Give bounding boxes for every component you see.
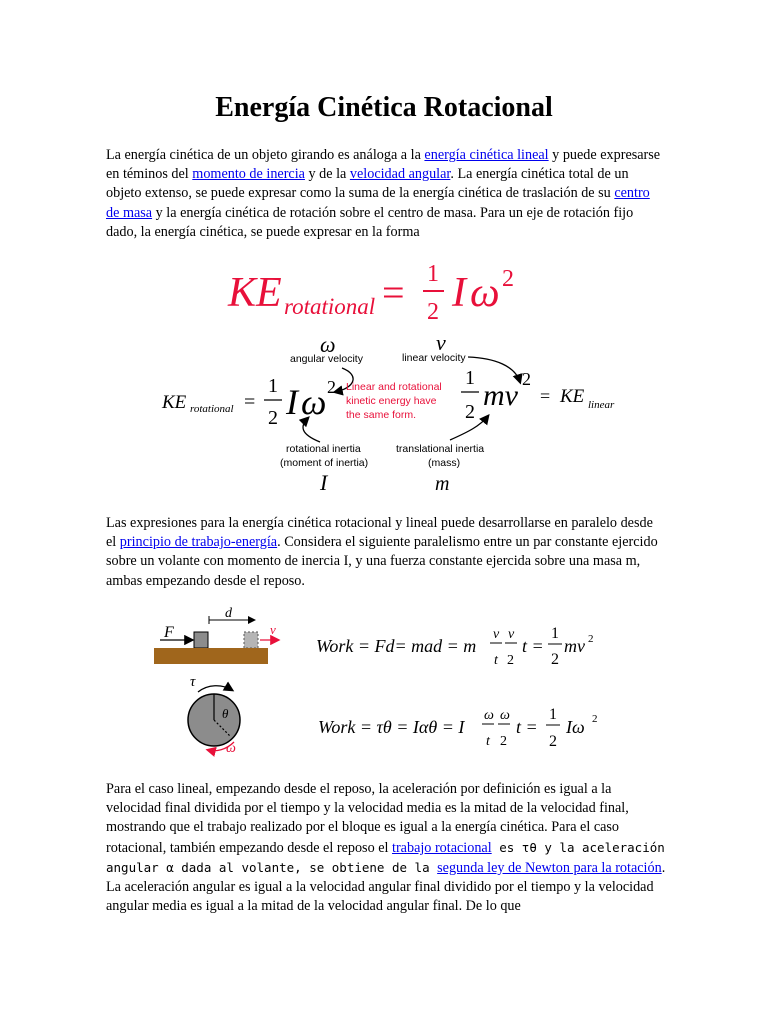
formula-ke: KE [228,270,282,316]
frac-1a: 1 [551,625,559,642]
text: y la energía cinética de rotación sobre el centro de masa. Para un eje de rotación fijo dado, la energía cinética, se puede expresar en la forma [106,204,634,240]
note-line-1: Linear and rotational [346,381,442,393]
ke-label: KE [162,392,187,413]
link-trabajo-rotacional[interactable]: trabajo rotacional [392,839,492,856]
block-moved [244,632,258,648]
formula-omega: ω [470,270,500,316]
paragraph-intro [106,146,666,242]
paragraph-rotational-case [106,780,666,916]
text: . Considera el siguiente paralelismo entre un par constante ejercido sobre un volante con momento de inercia I, y una fuerza constante ejercida sobre una masa m, ambas empezando desde el reposo. [106,534,658,589]
mass-label: (mass) [428,457,461,469]
torque-arrow [198,686,232,692]
translational-inertia-label: translational inertia [396,443,485,455]
text: La energía cinética de un objeto girando es análoga a la [106,147,425,163]
linear-velocity-label: linear velocity [402,352,466,364]
equals-sign: = [244,391,256,413]
formula-num: 1 [427,261,439,287]
frac-w2: ω [500,708,510,723]
Iw-term: Iω [566,717,585,737]
frac-w1: ω [484,708,494,723]
velocity-label: v [270,622,276,637]
frac-2d: 2 [549,733,557,750]
frac-2a: 2 [507,653,514,668]
link-centro-de-masa[interactable]: centro de masa [106,185,650,221]
link-energia-cinetica-lineal[interactable]: energía cinética lineal [424,147,549,163]
diagram-work-comparison [150,606,610,758]
exponent: 2 [327,377,336,397]
block [194,632,208,648]
tau-label: τ [190,674,196,690]
formula-I: I [452,270,466,316]
formula-sub: rotational [284,294,376,319]
I-bottom-symbol: I [320,470,328,495]
frac-1b: 1 [549,706,557,723]
v-symbol: v [436,330,446,355]
exponent-2: 2 [522,369,531,389]
frac-t1: t [494,653,498,668]
moment-of-inertia-label: (moment of inertia) [280,457,369,469]
fraction-num-2: 1 [465,367,475,389]
link-principio-trabajo-energia[interactable]: principio de trabajo-energía [119,534,278,551]
formula-den: 2 [427,299,439,325]
link-segunda-ley-newton-rotacion[interactable]: segunda ley de Newton para la rotación [437,859,662,876]
text-mono: es τθ y la aceleración angular α dada al volante, se obtiene de la [106,839,665,875]
t-eq-1: t = [522,636,544,656]
frac-v1: v [493,627,500,642]
frac-2b: 2 [551,651,559,668]
formula-equals: = [382,270,405,315]
text: y puede expresarse en téminos del [106,147,661,183]
formula-exp: 2 [502,266,514,292]
note-line-3: the same form. [346,409,417,421]
text: y de la [304,166,350,183]
work-rotational-eq: Work = τθ = Iαθ = I [318,717,465,737]
I-symbol: I [286,382,298,422]
fraction-num: 1 [268,375,278,397]
link-velocidad-angular[interactable]: velocidad angular [349,166,451,183]
link-momento-de-inercia[interactable]: momento de inercia [192,166,305,183]
diagram-linear-rotational-comparison [150,330,630,498]
t-eq-2: t = [516,717,538,737]
theta-label: θ [222,706,229,721]
force-label: F [164,624,174,641]
text: Las expresiones para la energía cinética rotacional y lineal puede desarrollarse en paralelo desde el [106,515,653,551]
equals-linear: = [540,386,551,406]
omega-term: ω [301,382,327,422]
mv-term: mv [483,379,518,412]
text: . La energía cinética total de un objeto extenso, se puede expresar como la suma de la energía cinética de traslación de su [106,166,629,202]
work-linear-eq: Work = Fd= mad = m [316,636,477,656]
fraction-den: 2 [268,407,278,429]
d-label: d [225,606,232,621]
rotational-inertia-label: rotational inertia [286,443,361,455]
page-title: Energía Cinética Rotacional [215,92,553,123]
ke-sub-rotational: rotational [190,403,234,415]
ke-linear: KE [560,386,585,407]
text: Para el caso lineal, empezando desde el reposo, la aceleración por definición es igual a la velocidad final dividida por el tiempo y la velocidad media es la mitad de la velocidad final, mostrando que el trabajo realizado por el bloque es igual a la energía cinética. Para el caso rotacional, también empezando desde el reposo el [106,781,629,856]
ke-sub-linear: linear [588,399,615,411]
frac-v2: v [508,627,515,642]
frac-t2: t [486,734,490,749]
ground [154,648,268,664]
omega-symbol: ω [320,332,336,357]
mv-term: mv [564,636,585,656]
paragraph-work-energy [106,514,666,591]
exp-2: 2 [592,713,598,725]
fraction-den-2: 2 [465,401,475,423]
m-symbol: m [435,473,450,495]
omega-label: ω [226,741,236,756]
formula-rotational-ke [222,256,532,328]
note-line-2: kinetic energy have [346,395,437,407]
text: . La aceleración angular es igual a la velocidad angular final dividido por el tiempo y la velocidad angular media es igual a la mitad de la velocidad angular final. De lo que [106,859,666,915]
frac-2c: 2 [500,734,507,749]
angular-velocity-label: angular velocity [290,353,363,365]
exp-1: 2 [588,633,594,645]
